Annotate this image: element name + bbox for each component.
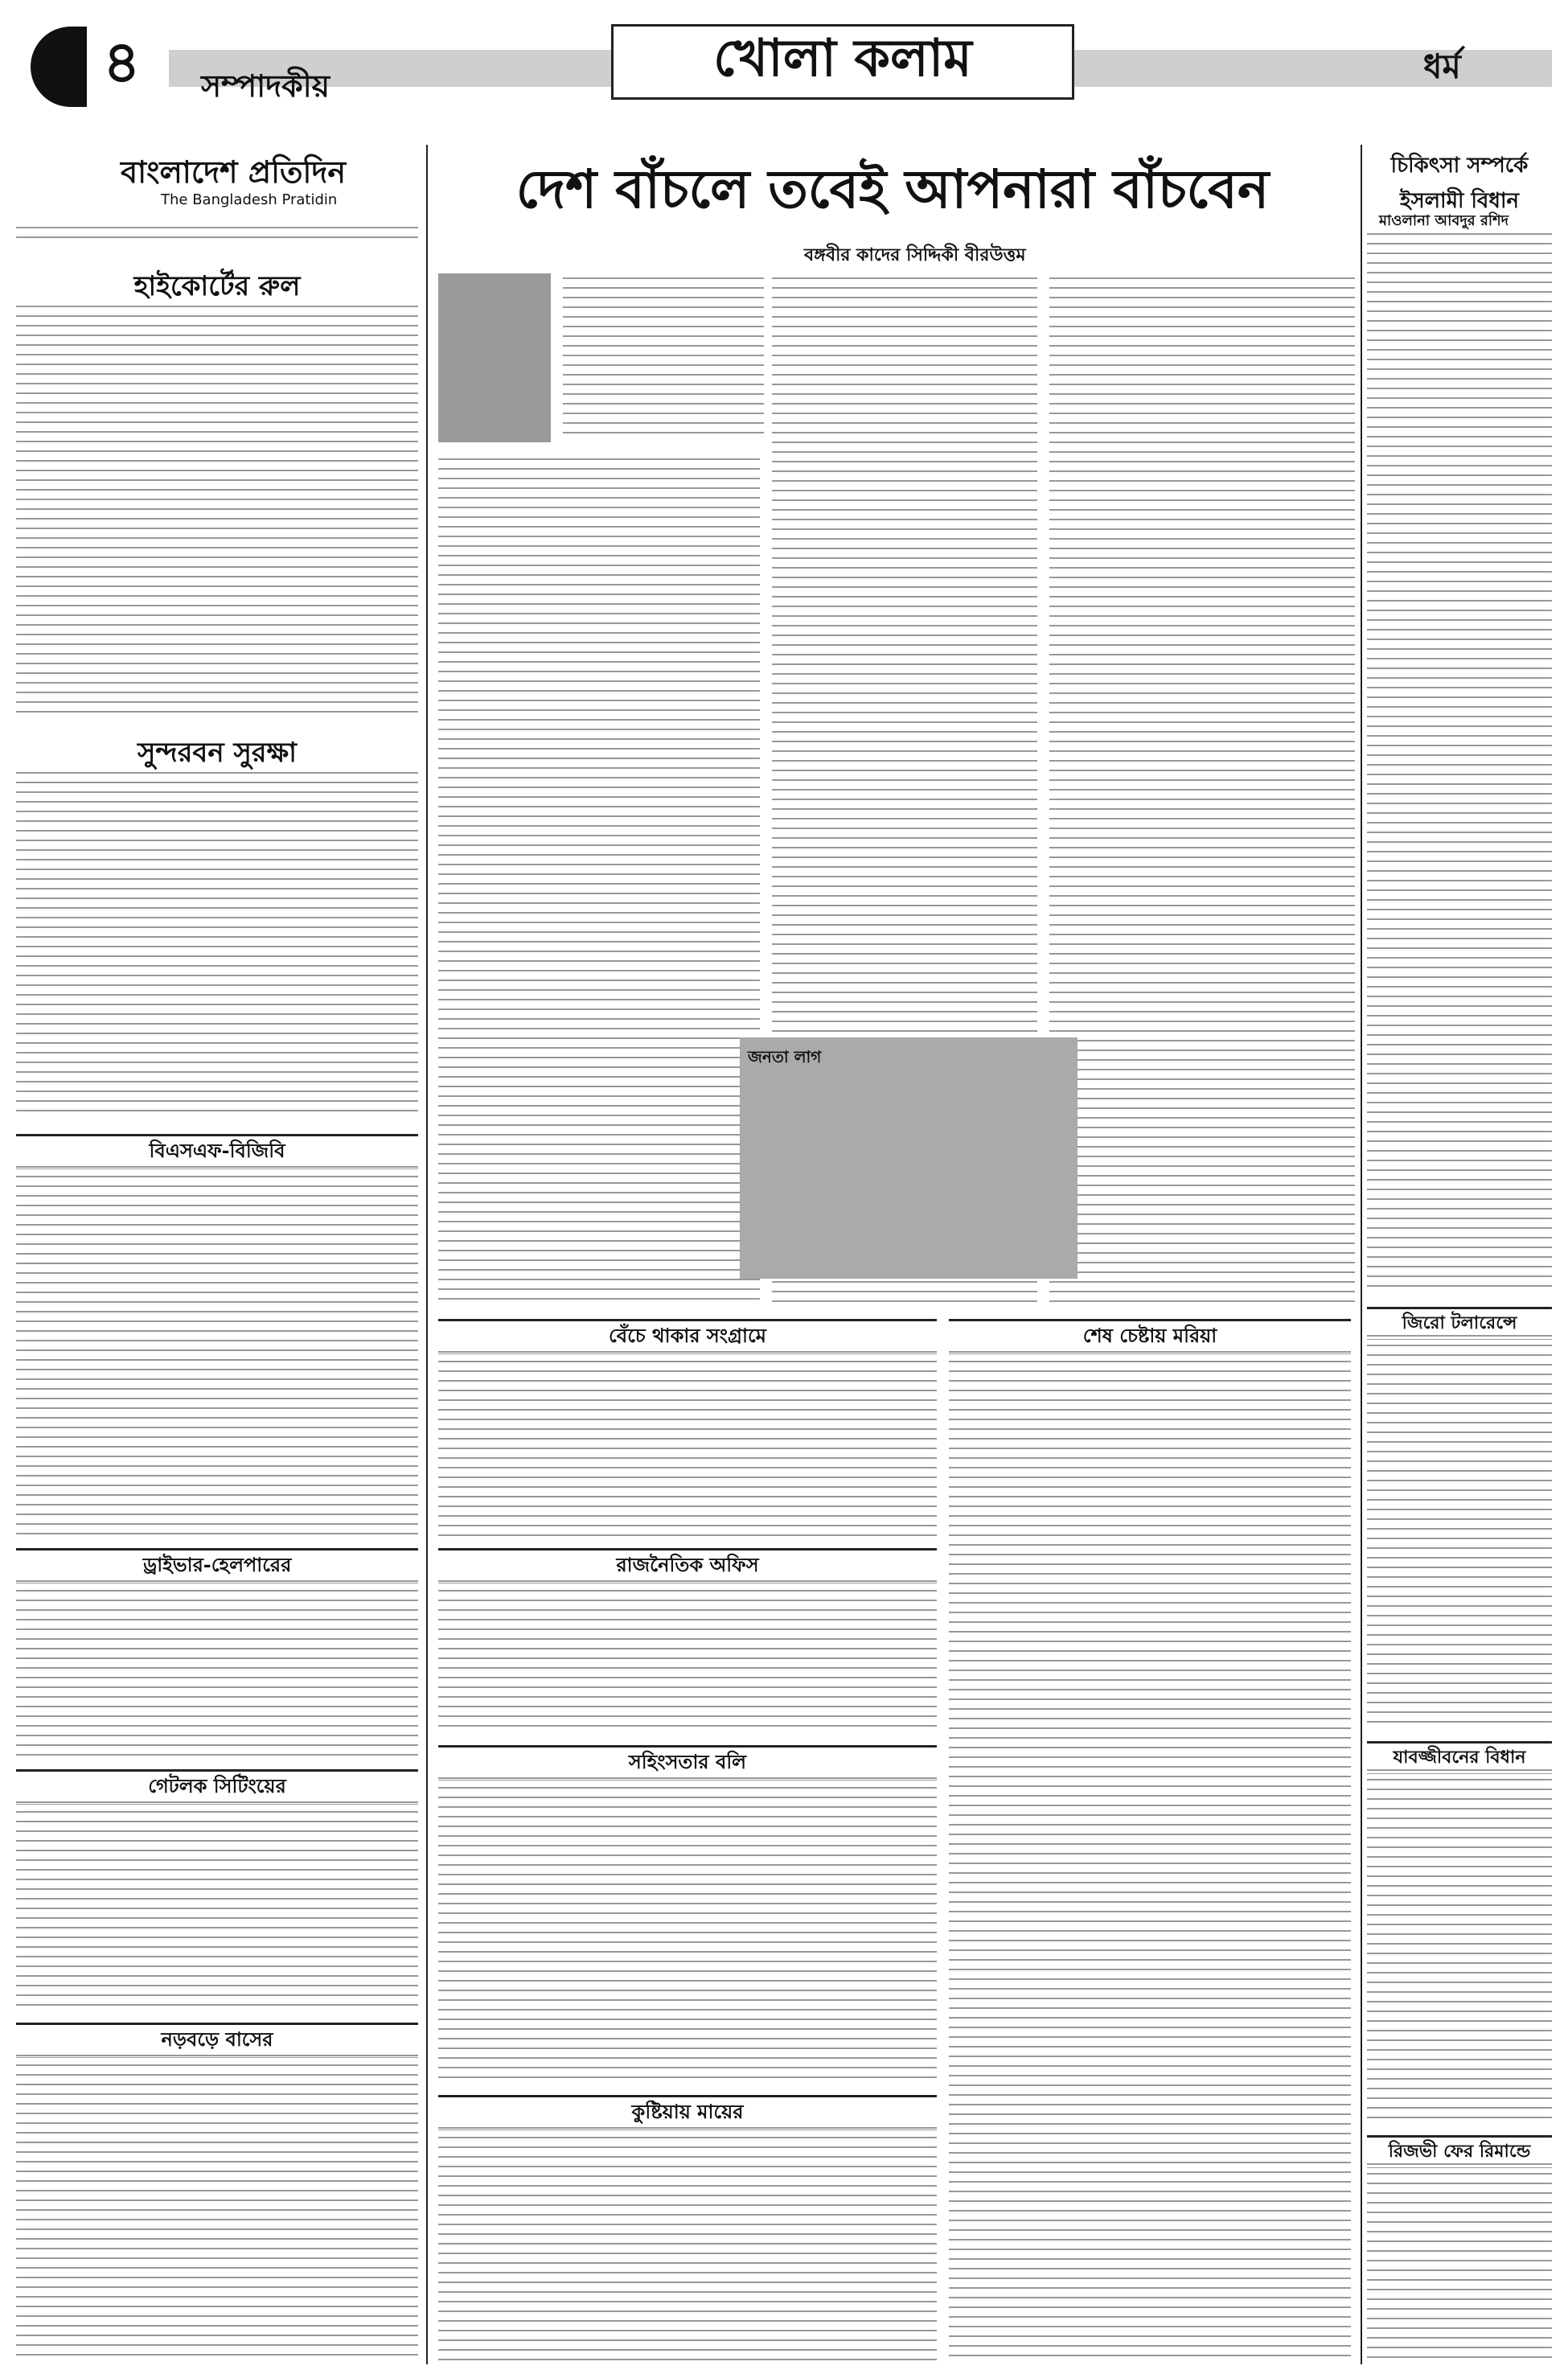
story-heading-life-sentence: যাবজ্জীবনের বিধান bbox=[1367, 1741, 1552, 1774]
lead-col-1 bbox=[438, 458, 760, 1303]
story-body-bus bbox=[16, 2055, 418, 2360]
story-heading-kushtia: কুষ্টিয়ায় মায়ের bbox=[438, 2095, 937, 2130]
page-number: ৪ bbox=[31, 23, 151, 111]
lead-col-3 bbox=[1049, 277, 1355, 1303]
story-body-driver bbox=[16, 1580, 418, 1757]
story-body-rizvi bbox=[1367, 2163, 1552, 2360]
story-heading-last-attempt: শেষ চেষ্টায় মরিয়া bbox=[949, 1319, 1351, 1354]
masthead-english: The Bangladesh Pratidin bbox=[161, 191, 338, 208]
story-body-kushtia bbox=[438, 2127, 937, 2360]
story-heading-bsf: বিএসএফ-বিজিবি bbox=[16, 1134, 418, 1169]
story-body-gatelock bbox=[16, 1801, 418, 2011]
story-body-life-sentence bbox=[1367, 1769, 1552, 2123]
story-heading-bus: নড়বড়ে বাসের bbox=[16, 2023, 418, 2058]
story-heading-zero-tolerance: জিরো টলারেন্সে bbox=[1367, 1307, 1552, 1340]
section-religion: ধর্ম bbox=[1423, 47, 1461, 86]
author-photo bbox=[438, 273, 551, 442]
masthead-title: বাংলাদেশ প্রতিদিন bbox=[120, 154, 347, 190]
section-editorial: সম্পাদকীয় bbox=[201, 68, 330, 104]
religion-heading: চিকিৎসা সম্পর্কে ইসলামী বিধান bbox=[1390, 154, 1529, 213]
photo-label: জনতা লাগ bbox=[748, 1047, 822, 1066]
story-heading-survival: বেঁচে থাকার সংগ্রামে bbox=[438, 1319, 937, 1354]
column-rule bbox=[426, 145, 428, 2364]
religion-body bbox=[1367, 233, 1552, 1295]
lead-col-1-top bbox=[563, 277, 764, 438]
column-rule bbox=[1361, 145, 1362, 2364]
editorial-body-2 bbox=[16, 772, 418, 1118]
editorial-heading-2: সুন্দরবন সুরক্ষা bbox=[137, 737, 298, 769]
story-body-last-attempt bbox=[949, 1351, 1351, 2360]
story-heading-rizvi: রিজভী ফের রিমান্ডে bbox=[1367, 2135, 1552, 2168]
lead-headline: দেশ বাঁচলে তবেই আপনারা বাঁচবেন bbox=[515, 158, 1270, 220]
story-body-survival bbox=[438, 1351, 937, 1536]
section-open-column: খোলা কলাম bbox=[611, 24, 1074, 100]
inset-photo bbox=[740, 1037, 1077, 1279]
editorial-heading-1: হাইকোর্টের রুল bbox=[133, 270, 301, 302]
story-body-violence bbox=[438, 1777, 937, 2083]
editorial-body-1 bbox=[16, 306, 418, 716]
story-body-office bbox=[438, 1580, 937, 1733]
lead-byline: বঙ্গবীর কাদের সিদ্দিকী বীরউত্তম bbox=[804, 245, 1026, 265]
story-heading-gatelock: গেটলক সিটিংয়ের bbox=[16, 1769, 418, 1805]
story-heading-office: রাজনৈতিক অফিস bbox=[438, 1548, 937, 1583]
story-body-bsf bbox=[16, 1166, 418, 1536]
story-heading-driver: ড্রাইভার-হেলপারের bbox=[16, 1548, 418, 1583]
story-body-zero-tolerance bbox=[1367, 1335, 1552, 1729]
religion-author: মাওলানা আবদুর রশিদ bbox=[1379, 212, 1509, 229]
masthead-dateline bbox=[16, 227, 418, 246]
story-heading-violence: সহিংসতার বলি bbox=[438, 1745, 937, 1780]
